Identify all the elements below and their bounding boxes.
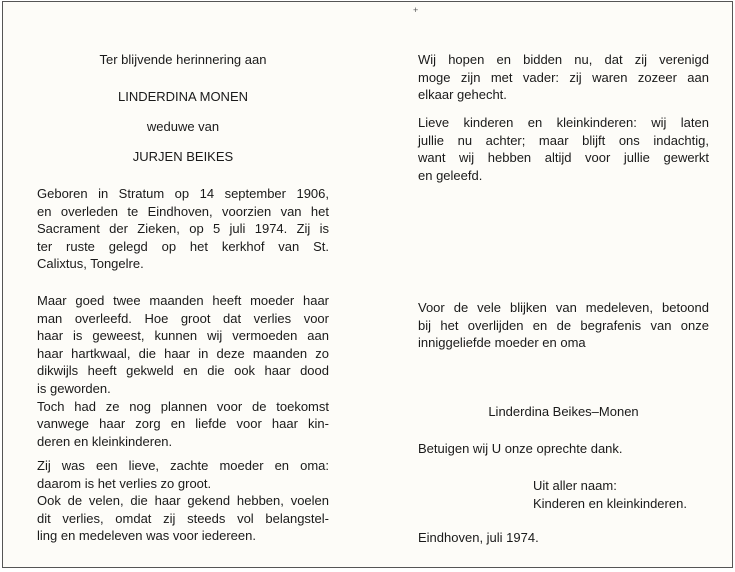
text-line: ter ruste gelegd op het kerkhof van St. bbox=[37, 238, 329, 254]
text-line: elkaar gehecht. bbox=[418, 87, 507, 103]
text-line: Lieve kinderen en kleinkinderen: wij laten bbox=[418, 115, 709, 130]
place-date: Eindhoven, juli 1974. bbox=[418, 530, 539, 545]
from-label: Uit aller naam: bbox=[533, 478, 617, 493]
text-line: vanwege haar zorg en liefde voor haar kin- bbox=[37, 416, 329, 432]
text-line: jullie nu achter; maar blijft ons indachtig, bbox=[418, 132, 709, 148]
thanks-line: Betuigen wij U onze oprechte dank. bbox=[418, 441, 623, 456]
text-line: dikwijls heeft gekweld en die ook haar dood bbox=[37, 363, 329, 379]
text-line: Toch had ze nog plannen voor de toekomst bbox=[37, 398, 329, 414]
text-line: Ook de velen, die haar gekend hebben, voelen bbox=[37, 493, 329, 509]
text-line: want wij hebben altijd voor jullie gewerkt bbox=[418, 150, 709, 166]
text-line: Zij was een lieve, zachte moeder en oma: bbox=[37, 458, 329, 473]
text-line: man overleefd. Hoe groot dat verlies voor bbox=[37, 310, 329, 326]
deceased-name: LINDERDINA MONEN bbox=[117, 89, 249, 104]
text-line: en geleefd. bbox=[418, 167, 483, 183]
text-line: ling en medeleven was voor iedereen. bbox=[37, 528, 256, 544]
from-names: Kinderen en kleinkinderen. bbox=[533, 496, 687, 511]
widow-of-line: weduwe van bbox=[146, 119, 220, 134]
memorial-card bbox=[2, 1, 733, 568]
text-line: Maar goed twee maanden heeft moeder haar bbox=[37, 293, 329, 308]
text-line: Geboren in Stratum op 14 september 1906, bbox=[37, 186, 329, 201]
text-line: daarom is het verlies zo groot. bbox=[37, 475, 212, 491]
text-line: Wij hopen en bidden nu, dat zij verenigd bbox=[418, 52, 709, 67]
text-line: Calixtus, Tongelre. bbox=[37, 256, 144, 272]
text-line: is geworden. bbox=[37, 381, 111, 396]
text-line: Sacrament der Zieken, op 5 juli 1974. Zij is bbox=[37, 221, 329, 237]
text-line: haar hartkwaal, die haar in deze maanden zo bbox=[37, 345, 329, 361]
text-line: bij het overlijden en de begrafenis van onze bbox=[418, 317, 709, 333]
intro-line: Ter blijvende herinnering aan bbox=[99, 52, 267, 67]
text-line: moge zijn met vader: zij waren zozeer aan bbox=[418, 69, 709, 85]
text-line: Voor de vele blijken van medeleven, betoond bbox=[418, 300, 709, 315]
text-line: inniggeliefde moeder en oma bbox=[418, 335, 586, 351]
text-line: en overleden te Eindhoven, voorzien van het bbox=[37, 203, 329, 219]
text-line: dit verlies, omdat zij steeds vol belangstel- bbox=[37, 510, 329, 526]
text-line: deren en kleinkinderen. bbox=[37, 433, 173, 449]
text-line: haar is geweest, kunnen wij vermoeden aan bbox=[37, 328, 329, 344]
fold-mark: + bbox=[413, 5, 419, 15]
signed-name: Linderdina Beikes–Monen bbox=[488, 404, 639, 419]
husband-name: JURJEN BEIKES bbox=[132, 149, 234, 164]
